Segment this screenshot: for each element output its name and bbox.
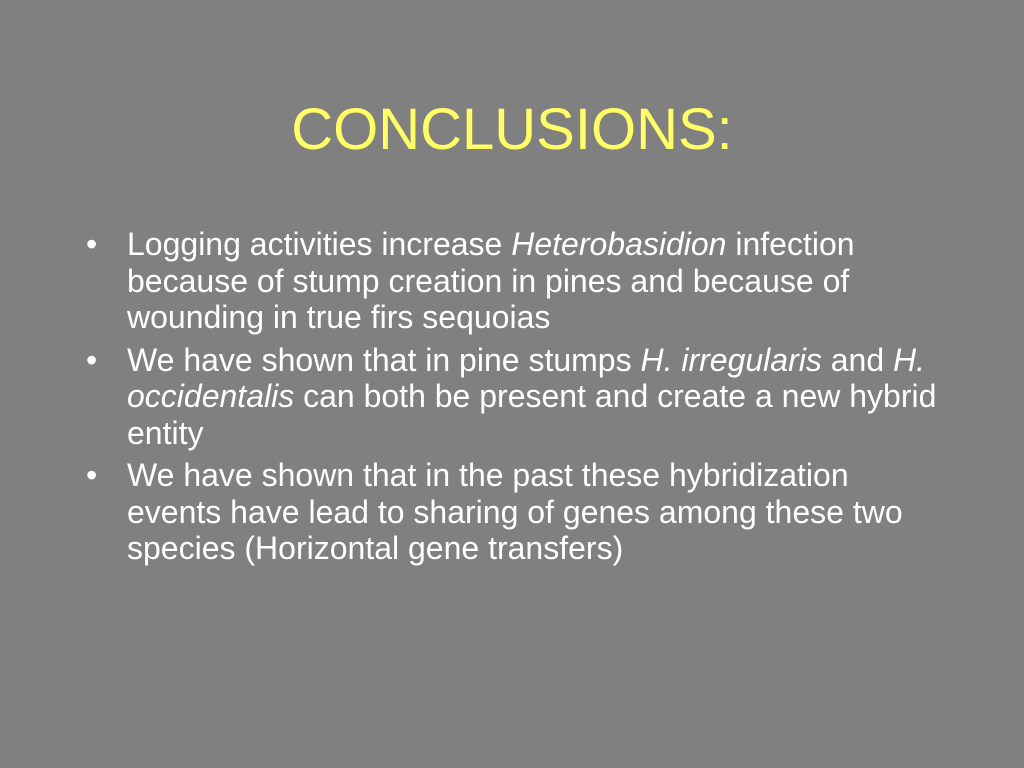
species-name-italic: H. irregularis [640, 341, 822, 378]
bullet-list [86, 226, 946, 573]
bullet-marker: • [86, 457, 98, 493]
species-name-italic: H. occidentalis [127, 341, 926, 414]
bullet-item-logging [86, 226, 946, 336]
slide-title: CONCLUSIONS: [291, 97, 733, 162]
bullet-marker: • [86, 226, 98, 262]
bullet-text: We have shown that in the past these hybridization events have lead to sharing of genes among these two species (Horizontal gene transfers) [127, 457, 903, 566]
bullet-text: infection because of stump creation in pines and because of wounding in true firs sequoias [127, 226, 855, 335]
species-name-italic: Heterobasidion [511, 226, 727, 262]
bullet-text: can both be present and create a new hybrid entity [127, 378, 937, 451]
bullet-marker: • [86, 341, 98, 378]
bullet-item-hybridization [86, 457, 946, 567]
bullet-text: We have shown that in pine stumps [127, 341, 641, 378]
bullet-text: and [821, 341, 894, 378]
bullet-text: Logging activities increase [127, 226, 512, 262]
bullet-item-pine-stumps [86, 342, 946, 452]
